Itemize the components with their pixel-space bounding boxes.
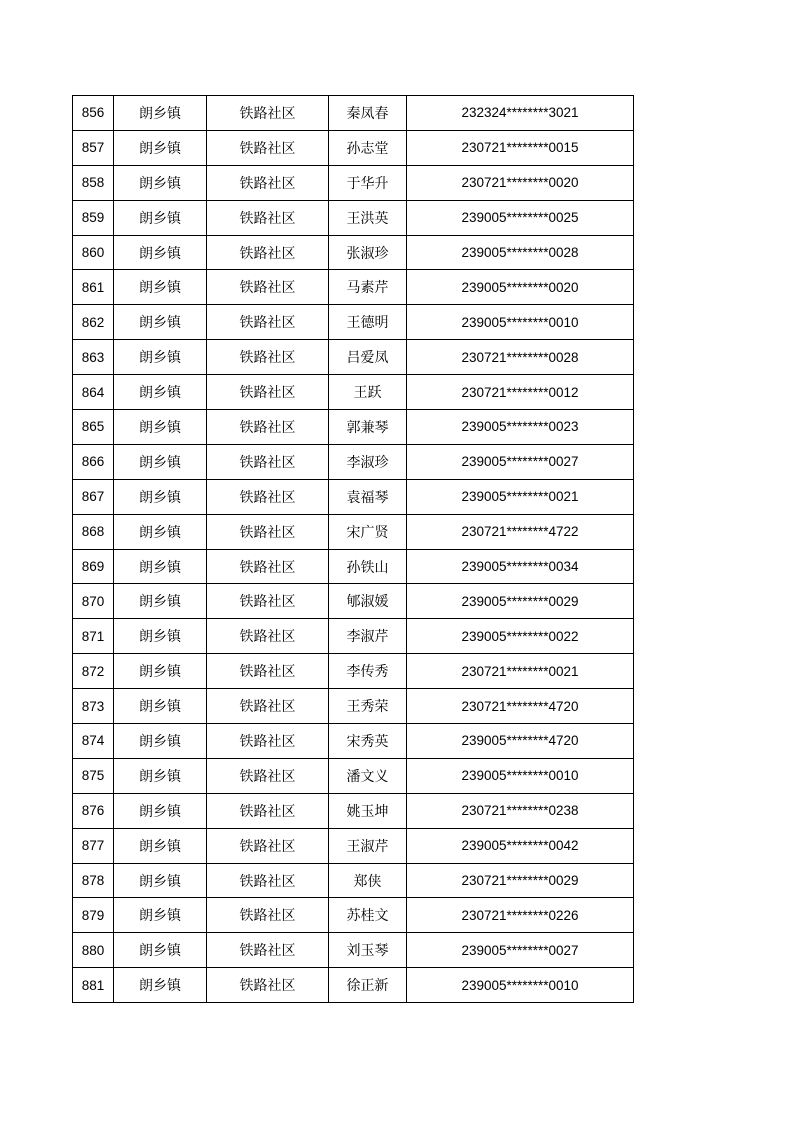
row-index-cell: 877 bbox=[73, 828, 114, 863]
person-name-cell: 郑侠 bbox=[329, 863, 407, 898]
person-name-cell: 马素芹 bbox=[329, 270, 407, 305]
person-name-cell: 袁福琴 bbox=[329, 479, 407, 514]
community-cell: 铁路社区 bbox=[207, 235, 329, 270]
row-index-cell: 880 bbox=[73, 933, 114, 968]
person-name-cell: 潘文义 bbox=[329, 758, 407, 793]
roster-table bbox=[72, 95, 634, 1003]
table-row bbox=[73, 689, 634, 724]
person-name-cell: 于华升 bbox=[329, 165, 407, 200]
row-index-cell: 862 bbox=[73, 305, 114, 340]
id-number-cell: 239005********0028 bbox=[407, 235, 634, 270]
town-cell: 朗乡镇 bbox=[114, 724, 207, 759]
person-name-cell: 孙铁山 bbox=[329, 549, 407, 584]
id-number-cell: 239005********0010 bbox=[407, 305, 634, 340]
id-number-cell: 239005********0027 bbox=[407, 933, 634, 968]
id-number-cell: 239005********0021 bbox=[407, 479, 634, 514]
town-cell: 朗乡镇 bbox=[114, 898, 207, 933]
table-row bbox=[73, 933, 634, 968]
row-index-cell: 857 bbox=[73, 130, 114, 165]
row-index-cell: 867 bbox=[73, 479, 114, 514]
table-row bbox=[73, 479, 634, 514]
person-name-cell: 王秀荣 bbox=[329, 689, 407, 724]
table-row bbox=[73, 130, 634, 165]
table-row bbox=[73, 654, 634, 689]
person-name-cell: 李淑芹 bbox=[329, 619, 407, 654]
row-index-cell: 860 bbox=[73, 235, 114, 270]
table-row bbox=[73, 968, 634, 1003]
community-cell: 铁路社区 bbox=[207, 898, 329, 933]
row-index-cell: 873 bbox=[73, 689, 114, 724]
id-number-cell: 239005********0022 bbox=[407, 619, 634, 654]
roster-table-body bbox=[73, 96, 634, 1003]
id-number-cell: 239005********4720 bbox=[407, 724, 634, 759]
row-index-cell: 865 bbox=[73, 410, 114, 445]
town-cell: 朗乡镇 bbox=[114, 689, 207, 724]
community-cell: 铁路社区 bbox=[207, 793, 329, 828]
person-name-cell: 郇淑媛 bbox=[329, 584, 407, 619]
row-index-cell: 856 bbox=[73, 96, 114, 131]
row-index-cell: 875 bbox=[73, 758, 114, 793]
id-number-cell: 230721********4720 bbox=[407, 689, 634, 724]
table-row bbox=[73, 165, 634, 200]
id-number-cell: 230721********0226 bbox=[407, 898, 634, 933]
id-number-cell: 230721********0020 bbox=[407, 165, 634, 200]
id-number-cell: 239005********0023 bbox=[407, 410, 634, 445]
community-cell: 铁路社区 bbox=[207, 689, 329, 724]
community-cell: 铁路社区 bbox=[207, 549, 329, 584]
row-index-cell: 868 bbox=[73, 514, 114, 549]
row-index-cell: 870 bbox=[73, 584, 114, 619]
table-row bbox=[73, 549, 634, 584]
community-cell: 铁路社区 bbox=[207, 724, 329, 759]
row-index-cell: 878 bbox=[73, 863, 114, 898]
person-name-cell: 宋秀英 bbox=[329, 724, 407, 759]
row-index-cell: 866 bbox=[73, 444, 114, 479]
id-number-cell: 232324********3021 bbox=[407, 96, 634, 131]
town-cell: 朗乡镇 bbox=[114, 270, 207, 305]
row-index-cell: 879 bbox=[73, 898, 114, 933]
person-name-cell: 李淑珍 bbox=[329, 444, 407, 479]
row-index-cell: 859 bbox=[73, 200, 114, 235]
community-cell: 铁路社区 bbox=[207, 584, 329, 619]
id-number-cell: 239005********0020 bbox=[407, 270, 634, 305]
town-cell: 朗乡镇 bbox=[114, 549, 207, 584]
community-cell: 铁路社区 bbox=[207, 828, 329, 863]
community-cell: 铁路社区 bbox=[207, 130, 329, 165]
town-cell: 朗乡镇 bbox=[114, 863, 207, 898]
table-row bbox=[73, 863, 634, 898]
town-cell: 朗乡镇 bbox=[114, 200, 207, 235]
id-number-cell: 230721********0012 bbox=[407, 375, 634, 410]
id-number-cell: 230721********0238 bbox=[407, 793, 634, 828]
community-cell: 铁路社区 bbox=[207, 863, 329, 898]
community-cell: 铁路社区 bbox=[207, 200, 329, 235]
community-cell: 铁路社区 bbox=[207, 654, 329, 689]
town-cell: 朗乡镇 bbox=[114, 410, 207, 445]
table-row bbox=[73, 793, 634, 828]
id-number-cell: 239005********0027 bbox=[407, 444, 634, 479]
table-row bbox=[73, 96, 634, 131]
person-name-cell: 郭兼琴 bbox=[329, 410, 407, 445]
table-row bbox=[73, 758, 634, 793]
id-number-cell: 239005********0029 bbox=[407, 584, 634, 619]
community-cell: 铁路社区 bbox=[207, 340, 329, 375]
community-cell: 铁路社区 bbox=[207, 375, 329, 410]
row-index-cell: 861 bbox=[73, 270, 114, 305]
table-row bbox=[73, 724, 634, 759]
row-index-cell: 874 bbox=[73, 724, 114, 759]
id-number-cell: 239005********0025 bbox=[407, 200, 634, 235]
person-name-cell: 孙志堂 bbox=[329, 130, 407, 165]
person-name-cell: 宋广贤 bbox=[329, 514, 407, 549]
town-cell: 朗乡镇 bbox=[114, 479, 207, 514]
town-cell: 朗乡镇 bbox=[114, 375, 207, 410]
table-row bbox=[73, 828, 634, 863]
community-cell: 铁路社区 bbox=[207, 270, 329, 305]
town-cell: 朗乡镇 bbox=[114, 758, 207, 793]
town-cell: 朗乡镇 bbox=[114, 828, 207, 863]
community-cell: 铁路社区 bbox=[207, 933, 329, 968]
town-cell: 朗乡镇 bbox=[114, 96, 207, 131]
table-row bbox=[73, 619, 634, 654]
table-row bbox=[73, 444, 634, 479]
table-row bbox=[73, 898, 634, 933]
row-index-cell: 864 bbox=[73, 375, 114, 410]
table-row bbox=[73, 375, 634, 410]
table-row bbox=[73, 584, 634, 619]
id-number-cell: 239005********0034 bbox=[407, 549, 634, 584]
table-row bbox=[73, 410, 634, 445]
person-name-cell: 张淑珍 bbox=[329, 235, 407, 270]
town-cell: 朗乡镇 bbox=[114, 165, 207, 200]
id-number-cell: 230721********0021 bbox=[407, 654, 634, 689]
table-row bbox=[73, 340, 634, 375]
row-index-cell: 871 bbox=[73, 619, 114, 654]
id-number-cell: 230721********0028 bbox=[407, 340, 634, 375]
id-number-cell: 239005********0010 bbox=[407, 758, 634, 793]
person-name-cell: 徐正新 bbox=[329, 968, 407, 1003]
town-cell: 朗乡镇 bbox=[114, 968, 207, 1003]
row-index-cell: 863 bbox=[73, 340, 114, 375]
id-number-cell: 230721********4722 bbox=[407, 514, 634, 549]
community-cell: 铁路社区 bbox=[207, 619, 329, 654]
id-number-cell: 230721********0015 bbox=[407, 130, 634, 165]
town-cell: 朗乡镇 bbox=[114, 444, 207, 479]
person-name-cell: 王德明 bbox=[329, 305, 407, 340]
community-cell: 铁路社区 bbox=[207, 410, 329, 445]
person-name-cell: 吕爱凤 bbox=[329, 340, 407, 375]
town-cell: 朗乡镇 bbox=[114, 130, 207, 165]
table-row bbox=[73, 514, 634, 549]
community-cell: 铁路社区 bbox=[207, 968, 329, 1003]
town-cell: 朗乡镇 bbox=[114, 584, 207, 619]
town-cell: 朗乡镇 bbox=[114, 933, 207, 968]
town-cell: 朗乡镇 bbox=[114, 514, 207, 549]
person-name-cell: 苏桂文 bbox=[329, 898, 407, 933]
row-index-cell: 872 bbox=[73, 654, 114, 689]
row-index-cell: 881 bbox=[73, 968, 114, 1003]
id-number-cell: 230721********0029 bbox=[407, 863, 634, 898]
row-index-cell: 869 bbox=[73, 549, 114, 584]
table-row bbox=[73, 235, 634, 270]
community-cell: 铁路社区 bbox=[207, 758, 329, 793]
community-cell: 铁路社区 bbox=[207, 305, 329, 340]
id-number-cell: 239005********0010 bbox=[407, 968, 634, 1003]
town-cell: 朗乡镇 bbox=[114, 340, 207, 375]
table-row bbox=[73, 270, 634, 305]
person-name-cell: 刘玉琴 bbox=[329, 933, 407, 968]
row-index-cell: 858 bbox=[73, 165, 114, 200]
row-index-cell: 876 bbox=[73, 793, 114, 828]
person-name-cell: 王跃 bbox=[329, 375, 407, 410]
town-cell: 朗乡镇 bbox=[114, 619, 207, 654]
town-cell: 朗乡镇 bbox=[114, 793, 207, 828]
community-cell: 铁路社区 bbox=[207, 96, 329, 131]
id-number-cell: 239005********0042 bbox=[407, 828, 634, 863]
table-row bbox=[73, 200, 634, 235]
town-cell: 朗乡镇 bbox=[114, 235, 207, 270]
town-cell: 朗乡镇 bbox=[114, 305, 207, 340]
table-row bbox=[73, 305, 634, 340]
community-cell: 铁路社区 bbox=[207, 479, 329, 514]
person-name-cell: 姚玉坤 bbox=[329, 793, 407, 828]
person-name-cell: 李传秀 bbox=[329, 654, 407, 689]
community-cell: 铁路社区 bbox=[207, 165, 329, 200]
person-name-cell: 秦凤春 bbox=[329, 96, 407, 131]
person-name-cell: 王洪英 bbox=[329, 200, 407, 235]
person-name-cell: 王淑芹 bbox=[329, 828, 407, 863]
town-cell: 朗乡镇 bbox=[114, 654, 207, 689]
community-cell: 铁路社区 bbox=[207, 444, 329, 479]
community-cell: 铁路社区 bbox=[207, 514, 329, 549]
